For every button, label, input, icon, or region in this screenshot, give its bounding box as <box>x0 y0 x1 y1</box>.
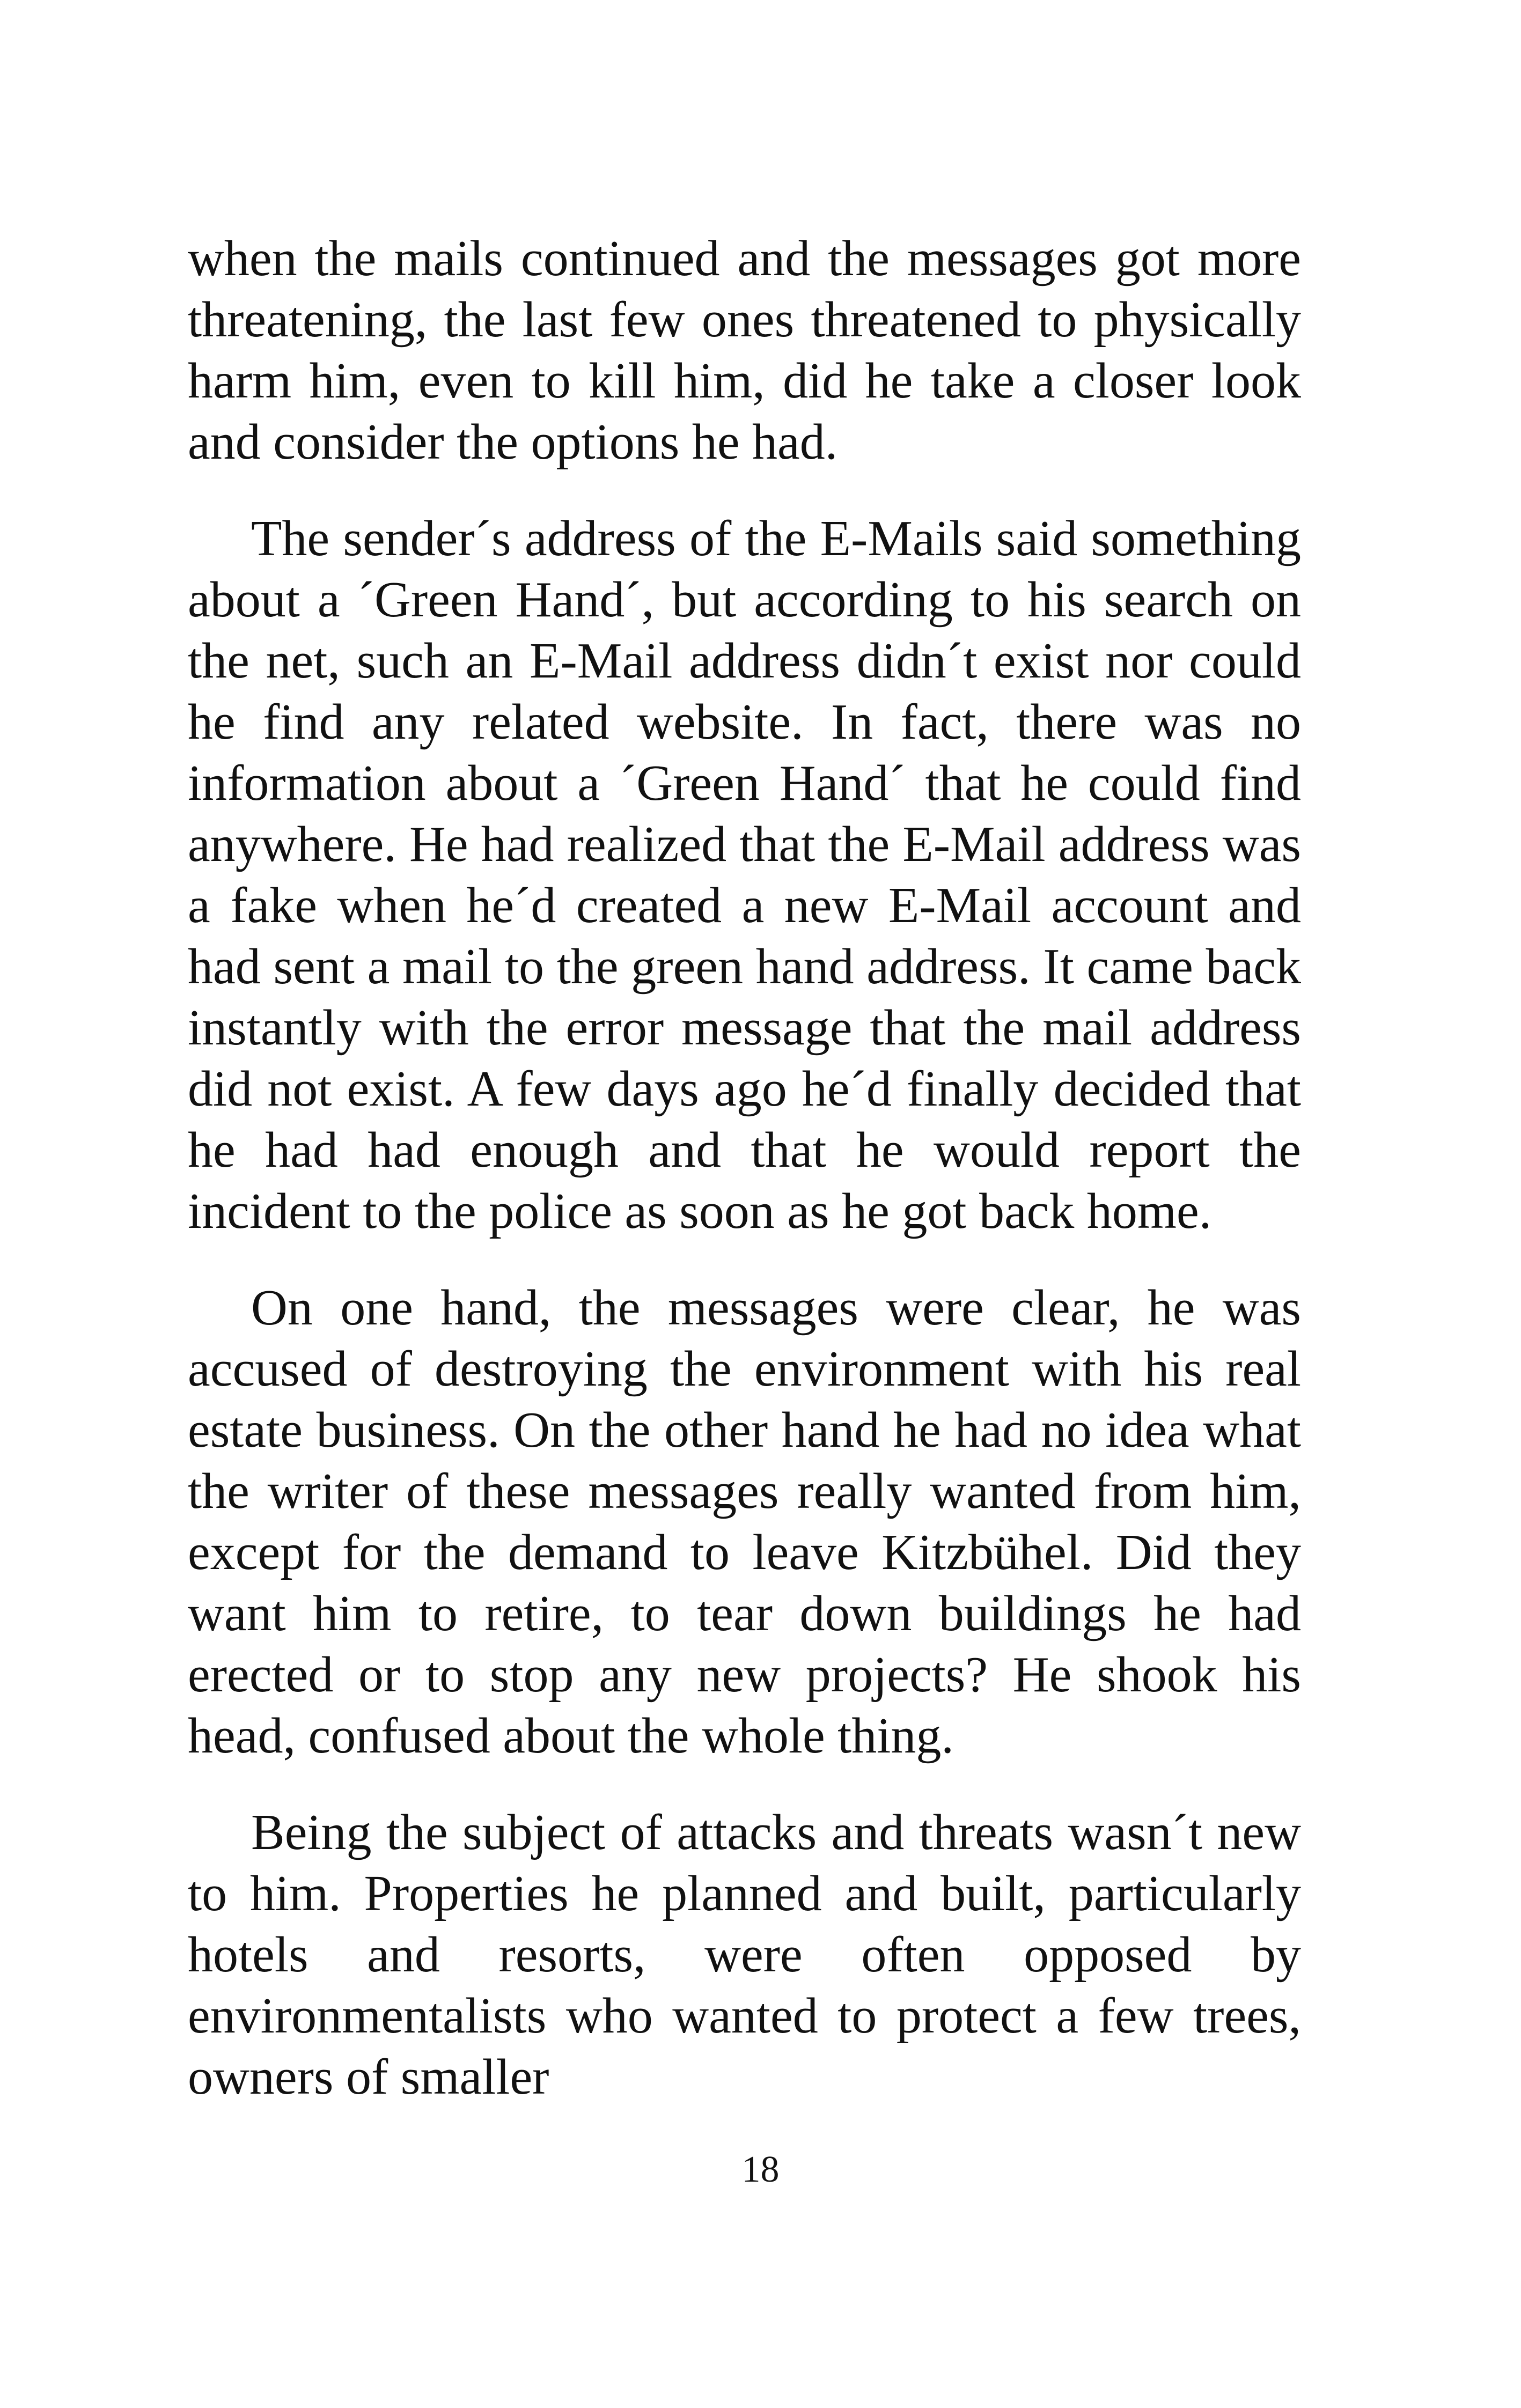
paragraph-4: Being the subject of attacks and threats wasn´t new to him. Properties he planned and built, particularly hotels and resorts, were often opposed by environmentalists who wanted to protect a few trees, owners of smaller <box>188 1805 1301 2105</box>
paragraph-3: On one hand, the messages were clear, he was accused of destroying the environment with his real estate business. On the other hand he had no idea what the writer of these messages really wanted from him, except for the demand to leave Kitzbühel. Did they want him to retire, to tear down buildings he had erected or to stop any new projects? He shook his head, confused about the whole thing. <box>188 1280 1301 1764</box>
paragraph-1: when the mails continued and the messages got more threatening, the last few ones threatened to physically harm him, even to kill him, did he take a closer look and consider the options he had. <box>188 231 1301 470</box>
body-text <box>188 228 1301 2143</box>
page-number: 18 <box>741 2149 780 2190</box>
paragraph-2: The sender´s address of the E-Mails said something about a ´Green Hand´, but according to his search on the net, such an E-Mail address didn´t exist nor could he find any related website. In fact, there was no information about a ´Green Hand´ that he could find anywhere. He had realized that the E-Mail address was a fake when he´d created a new E-Mail account and had sent a mail to the green hand address. It came back instantly with the error message that the mail address did not exist. A few days ago he´d finally decided that he had had enough and that he would report the incident to the police as soon as he got back home. <box>188 511 1301 1239</box>
